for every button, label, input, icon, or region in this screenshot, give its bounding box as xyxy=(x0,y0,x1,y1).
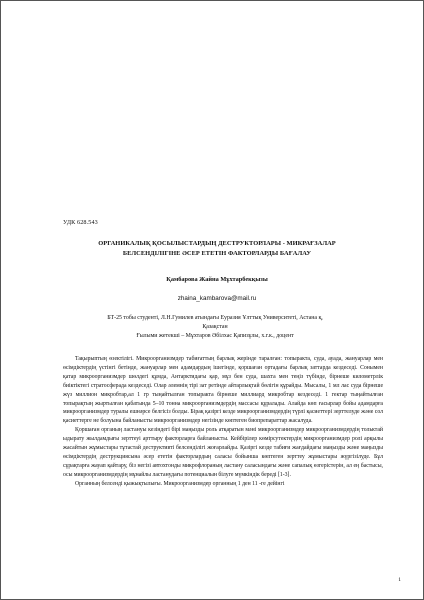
paper-title xyxy=(51,239,383,259)
author-name: Қамбарова Жайна Мұхтарбекқызы xyxy=(166,276,268,283)
paragraph: Тақырыптың өзектілігі. Микроорганизмдер табиғаттың барлық жерінде таралған: топыракта, суда, ауада, жануарлар мен өсімдіктердің үстінгі бетінде, жануарлар мен адамдардың ішегінде, қоршаған ортадағы барлық заттарда кездеседі. Сонымен қатар микроорганизмдер шөлдегі құмда, Антарктидағы қар, мұз бен суда, шахта мен теңіз түбінде, бірнеше километрлік биіктіктегі стратосферада кездеседі. Олар әлемнің тірі зат ретінде айтарлықтай бөлігін құрайды. Мысалы, 1 мл лас суда бірнеше жүз миллион микробтар,ал 1 гр тыңайтылған топыракта бірнеше миллиард микробтар кездеседі. 1 гектар тыңайтылған топырақтың жыртылған қабатында 5–10 тонна микроорганизмдердің массасы құралады. Алайда көп ғасырлар бойы адамдарға микроорганизмдер туралы ешнәрсе белгісіз болды. Бірақ қазіргі кезде микроорганизмдердің түрлі қасиеттері зерттелуде және сол қасиеттерге не болуына байланысты микроорганизмдер негізінде көптеген биопрепараттар жасалуда. xyxy=(63,356,383,425)
udk-code: УДК 628.543 xyxy=(63,219,98,226)
page-number: 1 xyxy=(398,577,401,583)
supervisor-line: Ғылыми жетекші – Мұхтаров Әбілхас Қапизұлы, х.г.к., доцент xyxy=(136,333,294,339)
affiliation-block xyxy=(51,314,379,341)
affiliation-line-2: Қазақстан xyxy=(202,324,228,330)
title-line-1: ОРГАНИКАЛЫҚ ҚОСЫЛЫСТАРДЫҢ ДЕСТРУКТОРЛАРЫ - МИКРАҒЗАЛАР xyxy=(98,240,336,247)
author-email: zhaina_kambarova@mail.ru xyxy=(177,295,257,302)
paragraph: Органның белсенді қыжықтылығы. Микроорганизмдер органның 1 ден 11 -ге дейінгі xyxy=(75,480,285,487)
paragraph: Қоршаған органың ластануы кезіндегі бірі маңызды роль атқаратын мәні микроорганизмдер микроорганизмдердің тольктай ыдырату жылдамдығы зерттеуі арттыру факторларға байланысты. Кейбірілер көмірсутектердің микроорганизмдер ролі арқылы жасайтын жұмыстары тұтастай деструктивті белсенділігі жоғарлайды. Қазіргі кезде табиғи жағдайдағы маңызды және маңызды өсімдіктердің деструкциясына әсер ететін факторлардың саласы бойынша көптеген зерттеу жұмыстары жүргізілуде. Бұл сұрақтарға жауап қайтару, біз негізі автохтонды микрофлораның ластану саласындағы және сапалық өзгерістерін, ал ең бастысы, осы микроорганизмдердің мұнайлы ластанудағы потенциалын білуге мүмкіндік береді [1-3]. xyxy=(63,427,383,478)
title-line-2: БЕЛСЕНДІЛІГІНЕ ӘСЕР ЕТЕТІН ФАКТОРЛАРДЫ БАҒАЛАУ xyxy=(122,250,312,257)
affiliation-line-1: БТ-25 тобы студенті, Л.Н.Гумилев атындағы Еуразия Ұлттық Университеті, Астана қ, xyxy=(107,315,323,321)
body-text xyxy=(63,355,383,489)
